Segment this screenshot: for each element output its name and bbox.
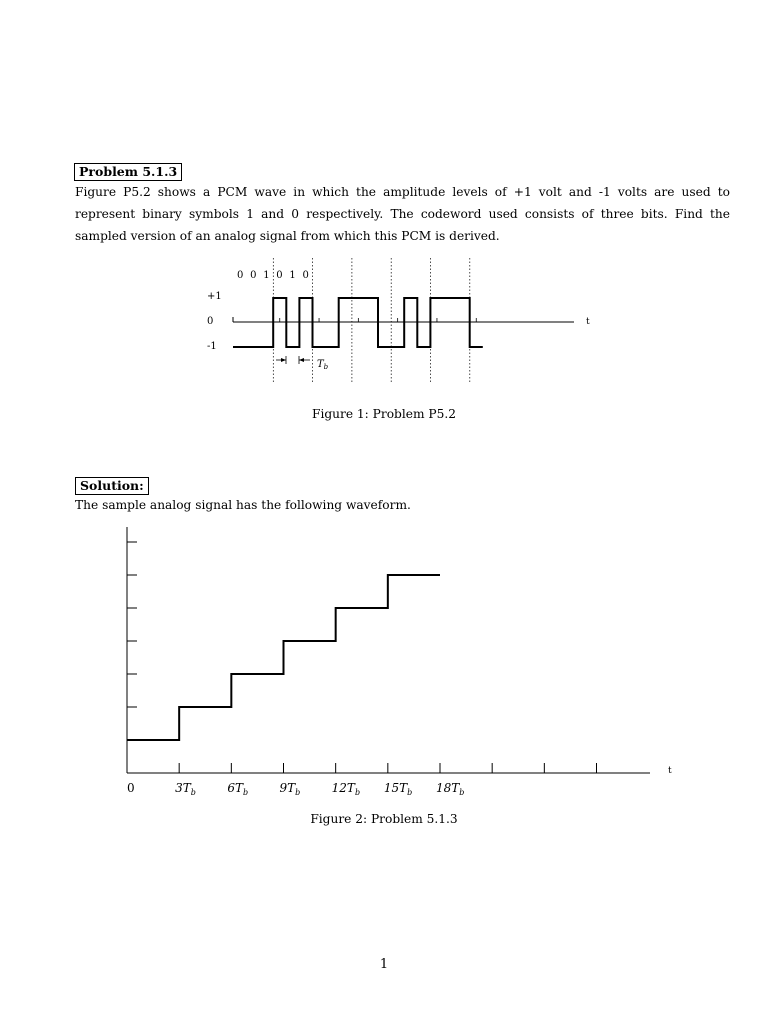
x-tick-label: $6T_b$ [227,781,249,797]
page-number: 1 [379,957,389,972]
x-tick-label: 0 [127,781,135,795]
level-label-zero: 0 [207,316,214,327]
bit-label: 0 [250,270,257,281]
level-label-plus1: +1 [207,291,222,302]
bit-label: 0 [302,270,309,281]
x-axis-ticks [179,763,596,773]
figure2-caption: Figure 2: Problem 5.1.3 [310,812,458,826]
figure1-caption: Figure 1: Problem P5.2 [312,407,456,421]
x-tick-labels [127,781,464,797]
bit-period-label: T [317,359,324,370]
x-axis-label: t [668,766,672,776]
bit-period-subscript: b [323,363,329,371]
staircase-line [127,575,440,740]
y-axis-ticks [127,542,137,740]
bit-label: 1 [263,270,270,281]
solution-heading: Solution: [75,477,149,495]
bit-label: 0 [276,270,283,281]
problem-heading: Problem 5.1.3 [74,163,182,181]
problem-statement: Figure P5.2 shows a PCM wave in which the amplitude levels of +1 volt and -1 volts are used to represent binary symbols 1 and 0 respectively. The codeword used consists of three bits. Find the sampled version of an analog signal from which this PCM is derived. [75,185,730,243]
x-tick-label: $18T_b$ [436,781,465,797]
level-label-minus1: -1 [207,341,217,352]
time-axis-label: t [586,317,590,327]
x-tick-label: $15T_b$ [383,781,413,797]
solution-statement: The sample analog signal has the following waveform. [75,498,411,512]
x-tick-label: $12T_b$ [331,781,361,797]
bit-label: 0 [237,270,244,281]
x-tick-label: $9T_b$ [279,781,301,797]
x-tick-label: $3T_b$ [175,781,196,797]
bit-label: 1 [289,270,296,281]
